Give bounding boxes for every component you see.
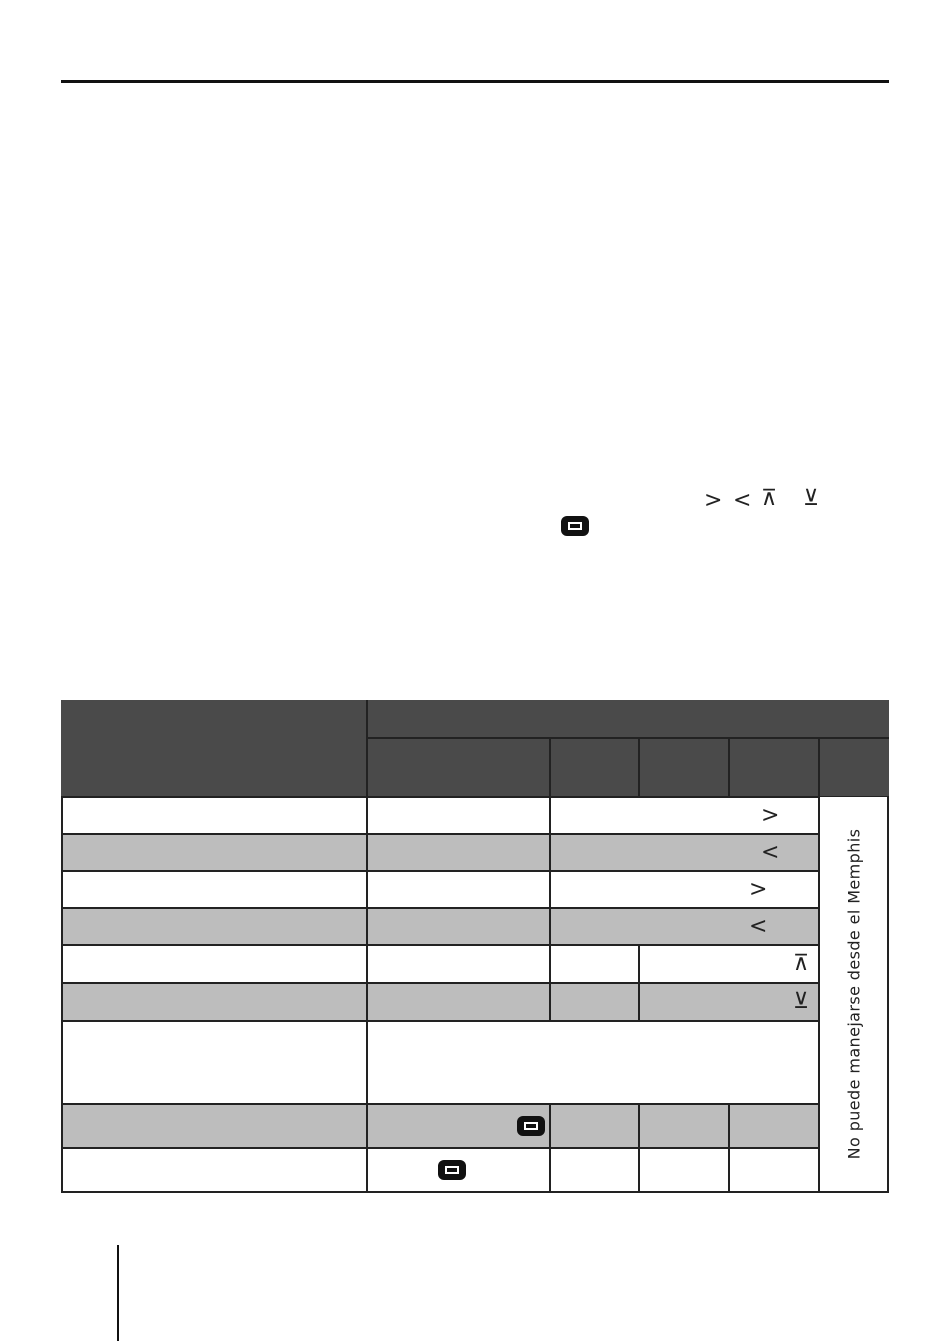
next-symbol: > <box>704 488 723 513</box>
top-rule <box>61 80 889 83</box>
col-border <box>638 1104 640 1193</box>
col-border <box>366 700 368 1193</box>
table-row <box>61 908 819 945</box>
up-symbol: ⊼ <box>793 951 810 976</box>
table-row <box>61 983 819 1021</box>
col-border <box>638 945 640 1021</box>
side-note-text: No puede manejarse desde el Memphis <box>844 828 863 1160</box>
col-border <box>728 1104 730 1193</box>
col-border <box>549 1104 551 1193</box>
table-row <box>61 945 819 983</box>
row-border <box>61 796 889 798</box>
table-header <box>61 700 889 797</box>
table-row <box>61 834 819 871</box>
header-divider <box>367 737 889 739</box>
row-border <box>61 833 819 835</box>
col-border <box>549 797 551 1021</box>
col-border <box>549 737 551 797</box>
up-symbol: ⊼ <box>761 486 778 511</box>
col-border <box>638 737 640 797</box>
side-note <box>820 797 887 1191</box>
col-border <box>61 797 63 1193</box>
display-button-icon <box>438 1160 466 1180</box>
next-symbol: > <box>749 877 768 902</box>
col-border <box>887 797 889 1193</box>
row-border <box>61 1147 819 1149</box>
table-row <box>61 797 819 834</box>
prev-symbol: < <box>761 840 780 865</box>
row-border <box>61 870 819 872</box>
down-symbol: ⊻ <box>793 989 810 1014</box>
function-table <box>61 700 889 1193</box>
table-row <box>61 1104 819 1148</box>
row-border <box>61 1103 819 1105</box>
display-button-icon <box>561 516 589 536</box>
row-border <box>61 944 819 946</box>
row-border <box>61 1191 889 1193</box>
prev-symbol: < <box>749 914 768 939</box>
table-row <box>61 1021 819 1104</box>
table-row <box>61 871 819 908</box>
row-border <box>61 907 819 909</box>
page-margin-rule <box>117 1245 119 1341</box>
col-border <box>728 737 730 797</box>
row-border <box>61 982 819 984</box>
display-button-icon <box>517 1116 545 1136</box>
next-symbol: > <box>761 803 780 828</box>
row-border <box>61 1020 819 1022</box>
down-symbol: ⊻ <box>803 486 820 511</box>
prev-symbol: < <box>733 488 752 513</box>
